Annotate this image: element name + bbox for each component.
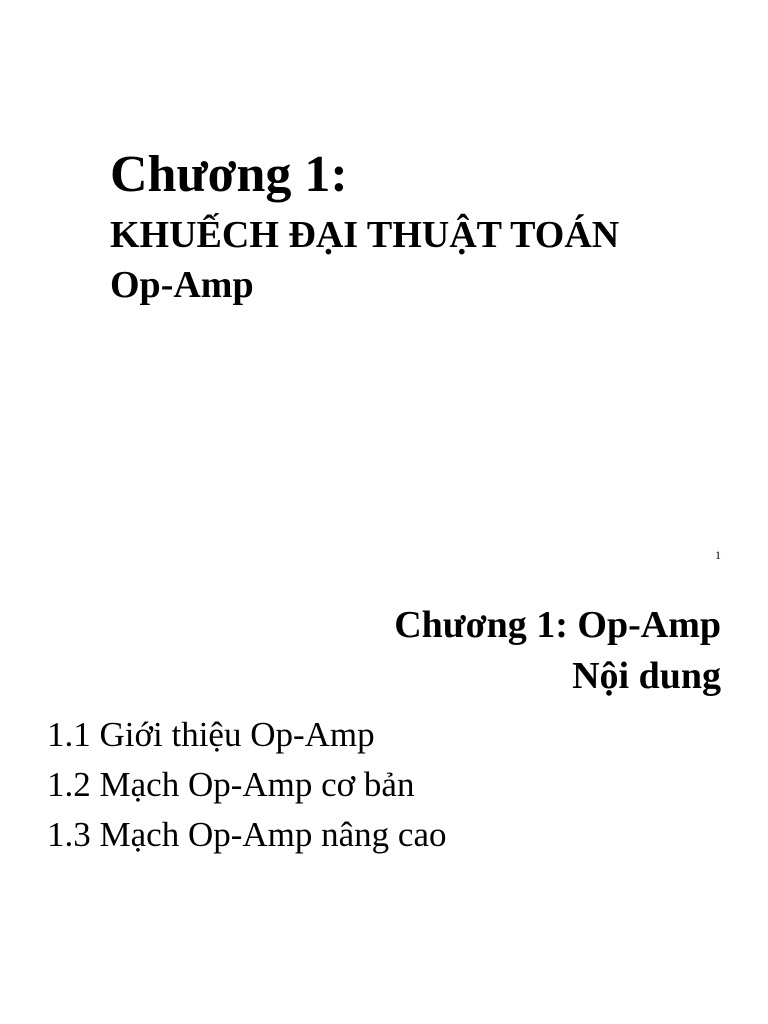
- toc-item: 1.1 Giới thiệu Op-Amp: [47, 715, 375, 754]
- toc-item: 1.3 Mạch Op-Amp nâng cao: [47, 815, 447, 854]
- slide-contents: [0, 570, 768, 1024]
- table-of-contents: [47, 710, 446, 860]
- contents-subtitle: Nội dung: [572, 655, 721, 697]
- chapter-subtitle-line1: KHUẾCH ĐẠI THUẬT TOÁN: [110, 214, 620, 256]
- chapter-subtitle-line2: Op-Amp: [110, 264, 254, 306]
- page-number: 1: [715, 548, 721, 562]
- toc-item: 1.2 Mạch Op-Amp cơ bản: [47, 765, 415, 804]
- chapter-title: Chương 1:: [110, 146, 348, 203]
- contents-title: Chương 1: Op-Amp: [394, 604, 721, 646]
